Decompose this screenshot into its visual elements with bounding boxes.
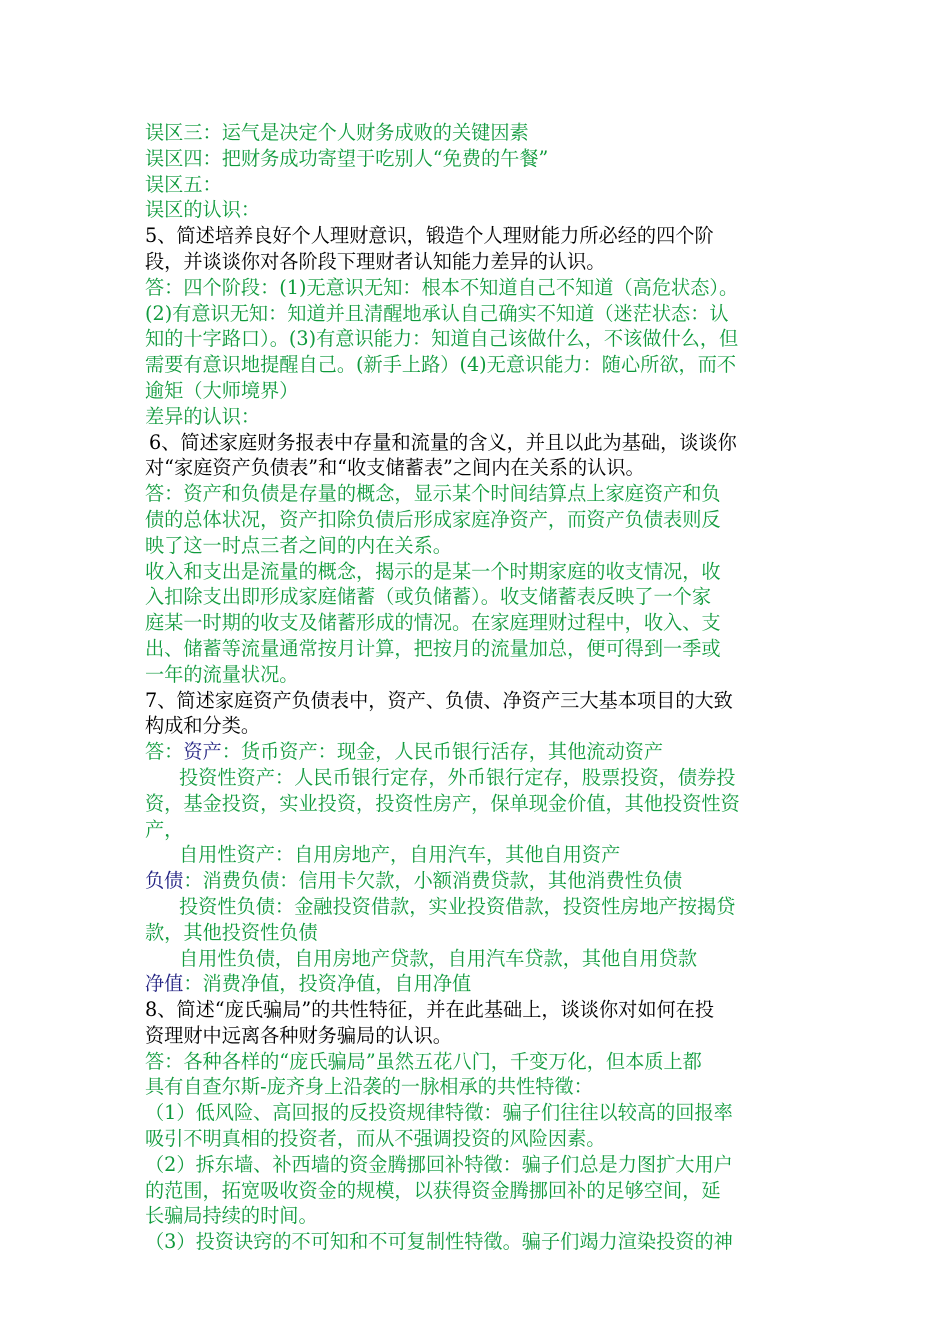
text-line: 产， bbox=[145, 817, 184, 841]
text-line: 误区的认识： bbox=[145, 198, 261, 222]
text-line: 误区五： bbox=[145, 172, 222, 196]
text-span: ：货币资产：现金，人民币银行活存，其他流动资产 bbox=[221, 740, 664, 764]
text-line: 自用性负债，自用房地产贷款，自用汽车贷款，其他自用贷款 bbox=[179, 946, 698, 970]
text-line: 自用性资产：自用房地产，自用汽车，其他自用资产 bbox=[179, 843, 621, 867]
text-line: （3）投资诀窍的不可知和不可复制性特徵。骗子们竭力渲染投资的神 bbox=[145, 1230, 733, 1254]
text-line: 债的总体状况，资产扣除负债后形成家庭净资产，而资产负债表则反 bbox=[145, 507, 721, 531]
text-line: 长骗局持续的时间。 bbox=[145, 1204, 318, 1228]
text-line: 出、储蓄等流量通常按月计算，把按月的流量加总，便可得到一季或 bbox=[145, 636, 721, 660]
text-span: ：消费负债：信用卡欠款，小额消费贷款，其他消费性负债 bbox=[183, 869, 683, 893]
text-line: 逾矩（大师境界） bbox=[145, 378, 299, 402]
text-line: 对“家庭资产负债表”和“收支储蓄表”之间内在关系的认识。 bbox=[145, 456, 645, 480]
text-span: 净值 bbox=[145, 972, 184, 996]
text-line: 投资性负债：金融投资借款，实业投资借款，投资性房地产按揭贷 bbox=[179, 894, 736, 918]
text-line: 构成和分类。 bbox=[145, 714, 261, 738]
text-line: 6、简述家庭财务报表中存量和流量的含义，并且以此为基础，谈谈你 bbox=[149, 430, 737, 454]
text-line: 误区三：运气是决定个人财务成败的关键因素 bbox=[145, 121, 529, 144]
text-line: 投资性资产：人民币银行定存，外币银行定存，股票投资，债券投 bbox=[179, 765, 736, 789]
document-page bbox=[145, 120, 813, 1255]
text-line: 庭某一时期的收支及储蓄形成的情况。在家庭理财过程中，收入、支 bbox=[145, 611, 721, 635]
text-line bbox=[145, 868, 813, 894]
text-line: 款，其他投资性负债 bbox=[145, 920, 318, 944]
text-line bbox=[145, 971, 813, 997]
text-line: （2）拆东墙、补西墙的资金腾挪回补特徵：骗子们总是力图扩大用户 bbox=[145, 1152, 733, 1176]
text-line: 误区四：把财务成功寄望于吃别人“免费的午餐” bbox=[145, 146, 549, 170]
text-line: 答：四个阶段：(1)无意识无知：根本不知道自己不知道（高危状态）。 bbox=[145, 275, 739, 299]
text-span: 负债 bbox=[145, 869, 184, 893]
text-line: 映了这一时点三者之间的内在关系。 bbox=[145, 533, 452, 557]
text-line: 收入和支出是流量的概念，揭示的是某一个时期家庭的收支情况，收 bbox=[145, 559, 721, 583]
text-line: （1）低风险、高回报的反投资规律特徵：骗子们往往以较高的回报率 bbox=[145, 1101, 733, 1125]
text-line: 答：资产和负债是存量的概念，显示某个时间结算点上家庭资产和负 bbox=[145, 482, 721, 506]
text-line: 的范围，拓宽吸收资金的规模，以获得资金腾挪回补的足够空间，延 bbox=[145, 1178, 721, 1202]
text-line: 需要有意识地提醒自己。(新手上路）(4)无意识能力：随心所欲，而不 bbox=[145, 353, 737, 377]
text-line: 入扣除支出即形成家庭储蓄（或负储蓄）。收支储蓄表反映了一个家 bbox=[145, 585, 712, 609]
text-line: 具有自查尔斯-庞齐身上沿袭的一脉相承的共性特徵： bbox=[145, 1075, 593, 1099]
text-line bbox=[145, 739, 813, 765]
text-line: 资理财中远离各种财务骗局的认识。 bbox=[145, 1023, 452, 1047]
text-line: 5、简述培养良好个人理财意识，锻造个人理财能力所必经的四个阶 bbox=[145, 224, 714, 248]
text-line: 知的十字路口）。(3)有意识能力：知道自己该做什么，不该做什么，但 bbox=[145, 327, 739, 351]
text-span: 资产 bbox=[183, 740, 222, 764]
text-line: 答：各种各样的“庞氏骗局”虽然五花八门，千变万化，但本质上都 bbox=[145, 1049, 702, 1073]
text-line: 吸引不明真相的投资者，而从不强调投资的风险因素。 bbox=[145, 1127, 606, 1151]
text-span: ：消费净值，投资净值，自用净值 bbox=[183, 972, 472, 996]
text-line: 一年的流量状况。 bbox=[145, 662, 299, 686]
text-line: 8、简述“庞氏骗局”的共性特征，并在此基础上，谈谈你对如何在投 bbox=[145, 998, 715, 1022]
text-line: (2)有意识无知：知道并且清醒地承认自己确实不知道（迷茫状态：认 bbox=[145, 301, 729, 325]
text-line: 段，并谈谈你对各阶段下理财者认知能力差异的认识。 bbox=[145, 249, 606, 273]
text-span: 答： bbox=[145, 740, 184, 764]
text-line: 7、简述家庭资产负债表中，资产、负债、净资产三大基本项目的大致 bbox=[145, 688, 733, 712]
text-line: 差异的认识： bbox=[145, 404, 261, 428]
text-line: 资，基金投资，实业投资，投资性房产，保单现金价值，其他投资性资 bbox=[145, 791, 740, 815]
